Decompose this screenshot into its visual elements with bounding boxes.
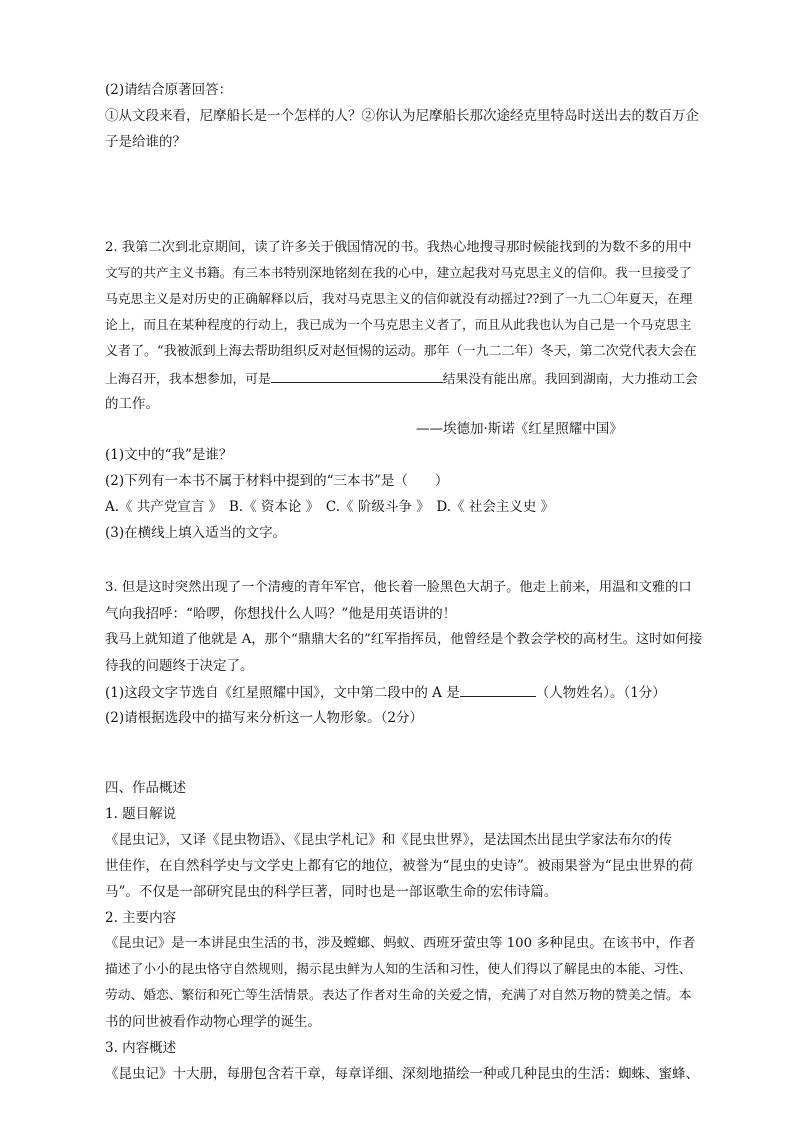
q2-line6-end: 结果没有能出席。我回到湖南，大力推动工会 bbox=[442, 372, 698, 387]
paragraph-line: 劳动、婚恋、繁衍和死亡等生活情景。表达了作者对生命的关爱之情，充满了对自然万物的赞美之情。本 bbox=[105, 988, 692, 1003]
q2-passage-line: 马克思主义是对历史的正确解释以后，我对马克思主义的信仰就没有动摇过??到了一九二〇年夏天，在理 bbox=[105, 292, 693, 307]
q3-sub1-end: （人物姓名）。（1分） bbox=[535, 685, 666, 701]
q3-passage-line: 我马上就知道了他就是 A，那个“鼎鼎大名的”红军指挥员，他曾经是个教会学校的高材生。这时如何接 bbox=[105, 632, 703, 647]
q3-sub1-start: (1)这段文字节选自《红星照耀中国》，文中第二段中的 A 是 bbox=[105, 685, 460, 701]
paragraph-line: 世佳作，在自然科学史与文学史上都有它的地位，被誉为“昆虫的史诗”。被雨果誉为“昆虫世界的荷 bbox=[105, 858, 693, 874]
q2-passage-line: 的工作。 bbox=[105, 396, 159, 412]
q2-subquestion-1: (1)文中的“我”是谁？ bbox=[105, 447, 233, 463]
paragraph-line: 《昆虫记》，又译《昆虫物语》、《昆虫学札记》和《昆虫世界》，是法国杰出昆虫学家法布尔的传 bbox=[105, 832, 672, 848]
q3-fill-blank[interactable] bbox=[460, 682, 536, 697]
q2-fill-blank[interactable] bbox=[271, 368, 443, 383]
q2-subquestion-2: (2)下列有一本书不属于材料中提到的“三本书”是（ ） bbox=[105, 473, 449, 489]
q2-passage-line: 论上，而且在某种程度的行动上，我已成为一个马克思主义者了，而且从此我也认为自己是一个马克思主 bbox=[105, 318, 692, 333]
q3-subquestion-1 bbox=[105, 682, 666, 703]
q2-subquestion-3: (3)在横线上填入适当的文字。 bbox=[105, 525, 287, 541]
q3-passage-line: 3. 但是这时突然出现了一个清瘦的青年军官，他长着一脸黑色大胡子。他走上前来，用温和文雅的口 bbox=[105, 580, 692, 595]
paragraph-line: 《昆虫记》是一本讲昆虫生活的书，涉及螳螂、蚂蚁、西班牙萤虫等 100 多种昆虫。在该书中，作者 bbox=[105, 936, 696, 951]
q2-answer-options: A.《 共产党宣言 》 B.《 资本论 》 C.《 阶级斗争 》 D.《 社会主义史 》 bbox=[105, 499, 555, 515]
q3-subquestion-2: (2)请根据选段中的描写来分析这一人物形象。（2分） bbox=[105, 710, 423, 726]
subsection-heading: 1. 题目解说 bbox=[105, 806, 177, 822]
q2-passage-line: 文写的共产主义书籍。有三本书特别深地铭刻在我的心中，建立起我对马克思主义的信仰。我一旦接受了 bbox=[105, 266, 692, 281]
subsection-heading: 2. 主要内容 bbox=[105, 910, 177, 926]
q2-passage-line: 2. 我第二次到北京期间，读了许多关于俄国情况的书。我热心地搜寻那时候能找到的为数不多的用中 bbox=[105, 240, 692, 255]
q1-question-line: 子是给谁的？ bbox=[105, 134, 186, 150]
paragraph-line: 描述了小小的昆虫恪守自然规则，揭示昆虫鲜为人知的生活和习性，使人们得以了解昆虫的本能、习性、 bbox=[105, 962, 692, 977]
q1-subquestion-2: (2)请结合原著回答： bbox=[105, 82, 233, 98]
paragraph-line: 马”。不仅是一部研究昆虫的科学巨著，同时也是一部讴歌生命的宏伟诗篇。 bbox=[105, 884, 558, 900]
q2-line6-start: 上海召开，我本想参加，可是 bbox=[105, 372, 271, 387]
q2-passage-line: 义者了。“我被派到上海去帮助组织反对赵恒惕的运动。那年（一九二二年）冬天，第二次党代表大会在 bbox=[105, 344, 697, 359]
q3-passage-line: 气向我招呼：“哈啰，你想找什么人吗？”他是用英语讲的！ bbox=[105, 606, 457, 622]
q1-question-line: ①从文段来看，尼摩船长是一个怎样的人？②你认为尼摩船长那次途经克里特岛时送出去的数百万企 bbox=[105, 108, 699, 124]
paragraph-line: 书的问世被看作动物心理学的诞生。 bbox=[105, 1014, 321, 1030]
section-heading: 四、作品概述 bbox=[105, 780, 186, 796]
q2-source-citation: ——埃德加·斯诺《红星照耀中国》 bbox=[416, 421, 623, 437]
q2-passage-line bbox=[105, 368, 698, 390]
subsection-heading: 3. 内容概述 bbox=[105, 1040, 177, 1056]
paragraph-line: 《昆虫记》十大册，每册包含若干章，每章详细、深刻地描绘一种或几种昆虫的生活：蜘蛛、蜜蜂、 bbox=[105, 1066, 699, 1082]
q3-passage-line: 待我的问题终于决定了。 bbox=[105, 658, 254, 674]
